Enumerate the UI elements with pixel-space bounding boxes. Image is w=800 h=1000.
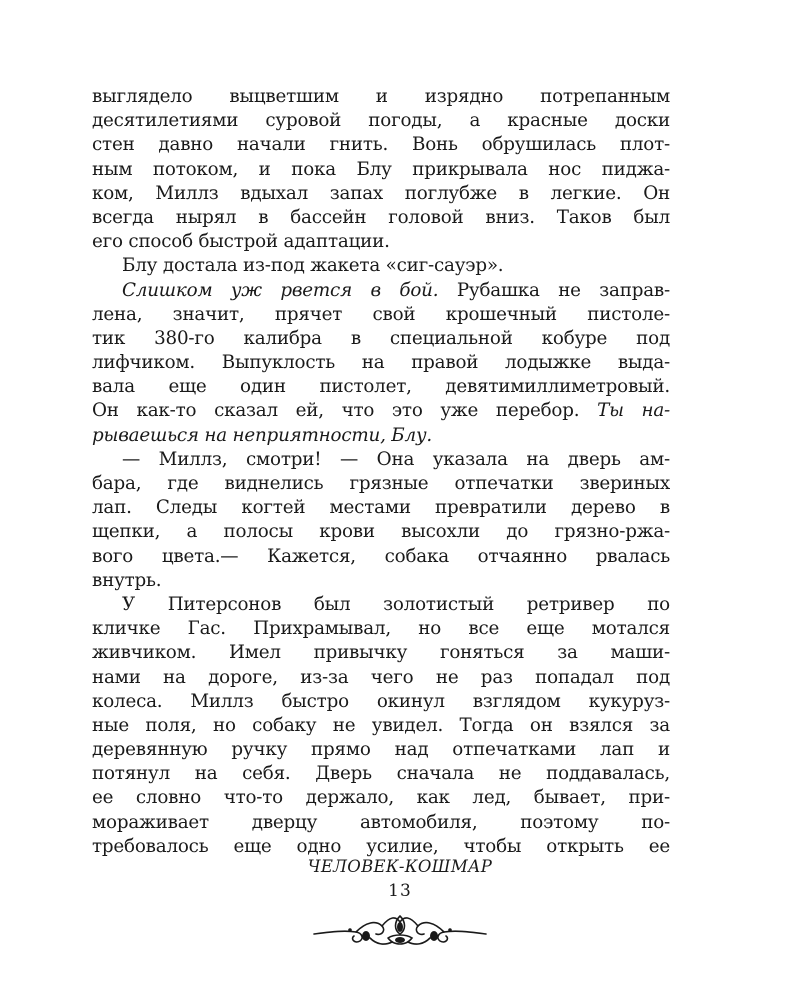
running-title: ЧЕЛОВЕК-КОШМАР	[307, 857, 493, 876]
text-segment: тик 380-го калибра в специальной кобуре под	[92, 327, 670, 349]
text-line	[92, 738, 670, 762]
text-line	[92, 496, 670, 520]
text-line	[92, 786, 670, 810]
text-line	[92, 666, 670, 690]
text-segment: живчиком. Имел привычку гоняться за маши-	[92, 642, 670, 664]
text-segment: колеса. Миллз быстро окинул взглядом кукуруз-	[92, 690, 670, 712]
text-segment: нами на дороге, из-за чего не раз попадал под	[92, 666, 670, 688]
text-line	[92, 182, 670, 206]
text-line	[92, 133, 670, 157]
text-line	[92, 254, 670, 278]
text-line	[92, 641, 670, 665]
text-segment: вала еще один пистолет, девятимиллиметровый.	[92, 376, 670, 398]
text-segment: лифчиком. Выпуклость на правой лодыжке выда-	[92, 352, 670, 374]
text-line	[92, 109, 670, 133]
text-line	[92, 85, 670, 109]
text-segment: лена, значит, прячет свой крошечный пистоле-	[92, 303, 670, 325]
text-segment: Блу достала из-под жакета «сиг-сауэр».	[122, 255, 504, 277]
text-segment: мораживает дверцу автомобиля, поэтому по-	[92, 811, 670, 833]
text-line	[92, 472, 670, 496]
text-segment: бара, где виднелись грязные отпечатки звериных	[92, 473, 670, 494]
text-segment: ным потоком, и пока Блу прикрывала нос пиджа-	[92, 158, 670, 180]
text-segment: щепки, а полосы крови высохли до грязно-ржа-	[92, 521, 670, 543]
text-line	[92, 230, 670, 254]
text-segment: требовалось еще одно усилие, чтобы открыть ее	[92, 835, 670, 857]
flourish-ornament-icon	[310, 908, 490, 952]
text-segment: кличке Гас. Прихрамывал, но все еще мотался	[92, 618, 670, 640]
text-line	[92, 158, 670, 182]
text-line	[92, 593, 670, 617]
text-segment: стен давно начали гнить. Вонь обрушилась плот-	[92, 134, 670, 156]
text-line	[92, 327, 670, 351]
text-line	[92, 375, 670, 399]
text-segment: выглядело выцветшим и изрядно потрепанным	[92, 86, 670, 107]
text-segment: ком, Миллз вдыхал запах поглубже в легкие. Он	[92, 182, 670, 204]
text-segment: десятилетиями суровой погоды, а красные доски	[92, 110, 670, 132]
italic-text-segment: Слишком уж рвется в бой.	[122, 279, 439, 301]
text-line	[92, 545, 670, 569]
text-line	[92, 424, 670, 448]
text-line	[92, 351, 670, 375]
text-line	[92, 279, 670, 303]
text-segment: деревянную ручку прямо над отпечатками лап и	[92, 739, 670, 761]
text-segment: У Питерсонов был золотистый ретривер по	[122, 593, 670, 615]
text-line	[92, 690, 670, 714]
text-segment: — Миллз, смотри! — Она указала на дверь ам-	[122, 448, 670, 470]
text-line	[92, 835, 670, 859]
text-segment: внутрь.	[92, 569, 162, 591]
text-line	[92, 448, 670, 472]
text-segment: лап. Следы когтей местами превратили дерево в	[92, 497, 670, 519]
text-line	[92, 569, 670, 593]
text-line	[92, 399, 670, 423]
text-segment: всегда нырял в бассейн головой вниз. Таков был	[92, 206, 670, 228]
body-text	[92, 85, 670, 859]
text-segment: ее словно что-то держало, как лед, бывает, при-	[92, 787, 670, 809]
text-line	[92, 714, 670, 738]
text-line	[92, 303, 670, 327]
italic-text-segment: Ты на-	[597, 400, 671, 422]
text-line	[92, 520, 670, 544]
text-line	[92, 206, 670, 230]
text-line	[92, 617, 670, 641]
text-segment: его способ быстрой адаптации.	[92, 231, 390, 253]
text-segment: вого цвета.— Кажется, собака отчаянно рвалась	[92, 545, 670, 567]
text-line	[92, 762, 670, 786]
italic-text-segment: рываешься на неприятности, Блу.	[92, 424, 432, 446]
text-segment: Рубашка не заправ-	[438, 279, 671, 301]
page-number: 13	[388, 881, 412, 901]
text-segment: ные поля, но собаку не увидел. Тогда он взялся за	[92, 714, 670, 736]
text-line	[92, 811, 670, 835]
text-segment: потянул на себя. Дверь сначала не поддавалась,	[92, 763, 670, 785]
text-segment: Он как-то сказал ей, что это уже перебор.	[92, 400, 598, 422]
